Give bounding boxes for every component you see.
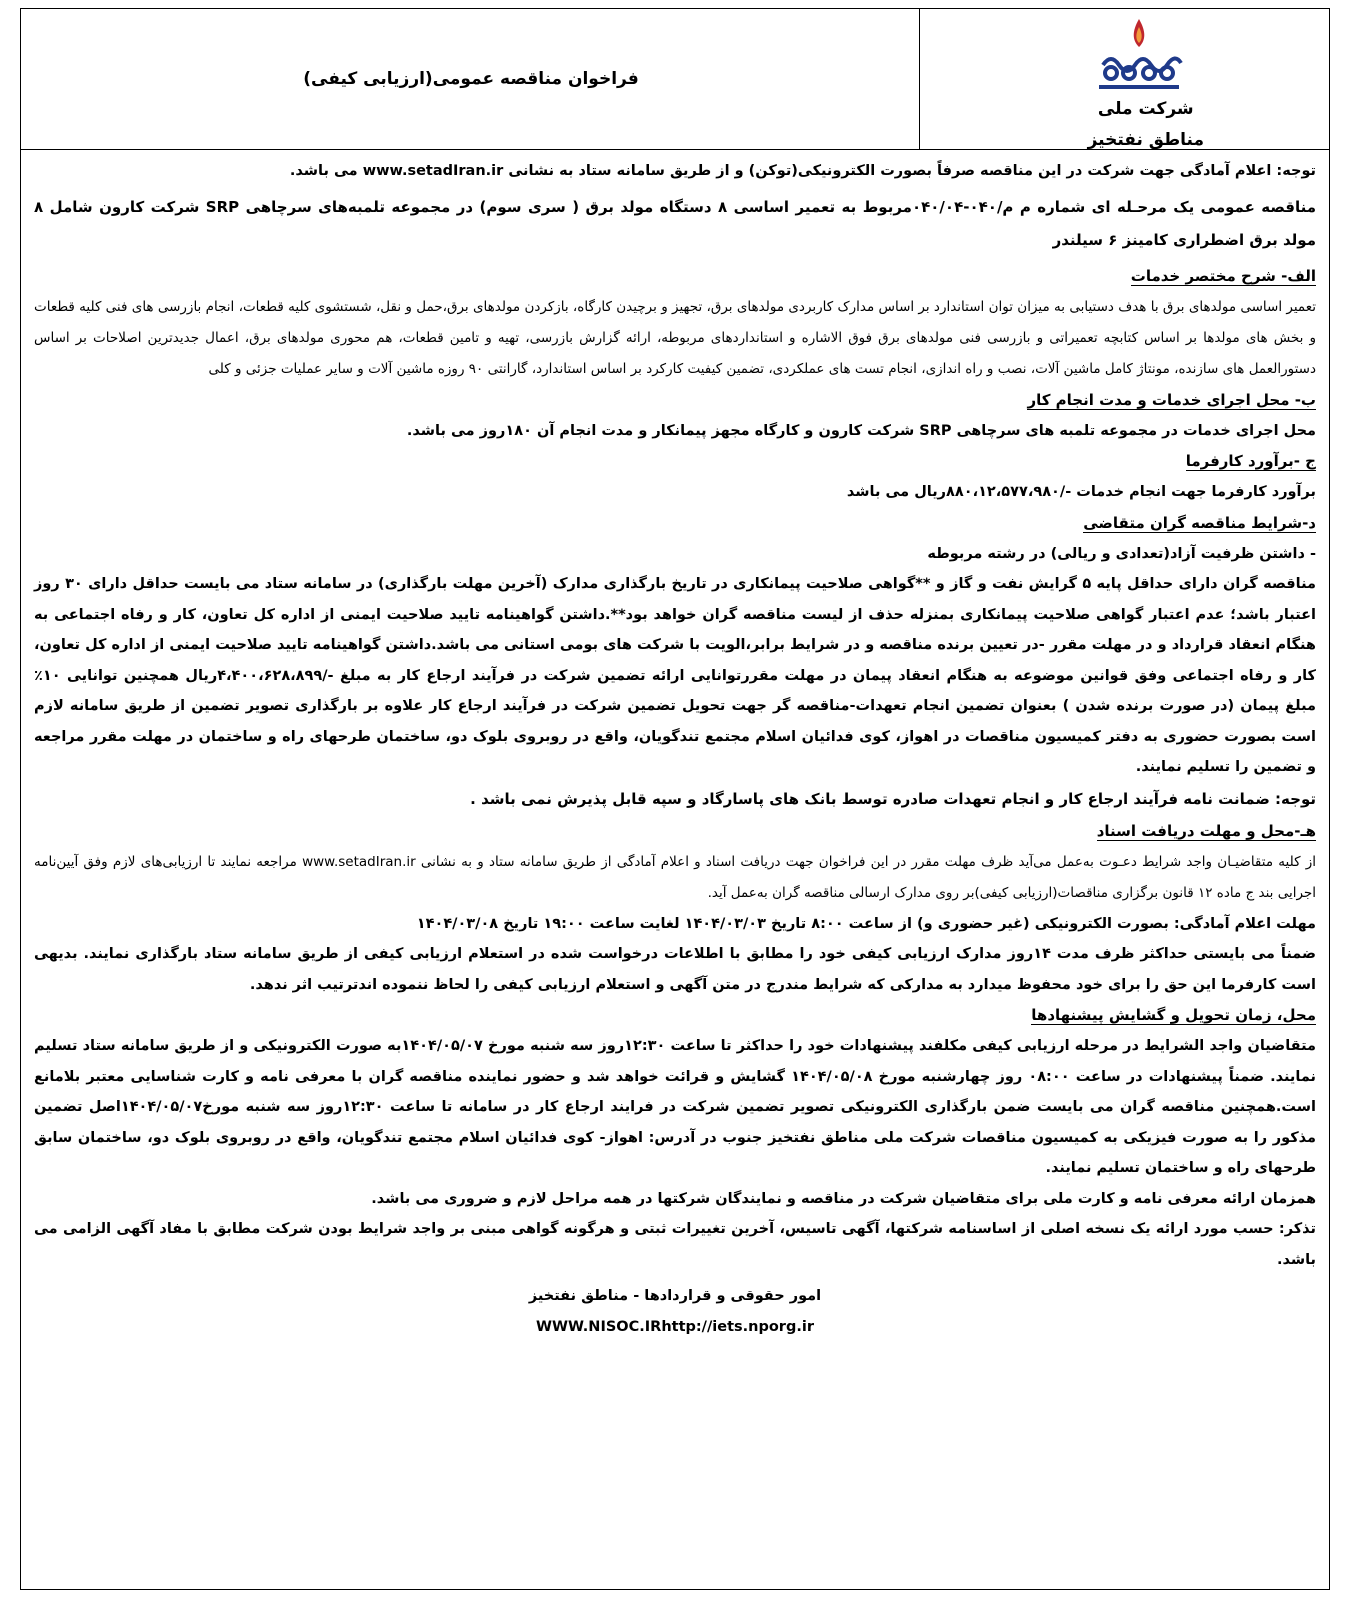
section-a-title: الف- شرح مختصر خدمات xyxy=(1130,266,1316,285)
footer-department: امور حقوقی و قراردادها - مناطق نفتخیز xyxy=(528,1288,822,1304)
nioc-flame-logo-icon xyxy=(1089,15,1189,93)
notice-title: فراخوان مناقصه عمومی(ارزیابی کیفی) xyxy=(303,69,639,89)
tender-intro: مناقصه عمومی یک مرحـله ای شماره م م/۰۴۰-۰۴۰/۰۴مربوط به تعمیر اساسی ۸ دستگاه مولد برق ( سری سوم) در مجموعه تلمبه‌های سرچاهی SRP شرکت کارون شامل ۸ مولد برق اضطراری کامینز ۶ سیلندر xyxy=(34,197,1316,249)
tender-notice-page xyxy=(20,8,1330,1590)
reminder: تذکر: حسب مورد ارائه یک نسخه اصلی از اساسنامه شرکتها، آگهی تاسیس، آخرین تغییرات ثبتی و هرگونه گواهی مبنی بر واجد شرایط بودن شرکت مطابق با مفاد آگهی الزامی می باشد. xyxy=(34,1221,1316,1268)
section-c-title: ج -برآورد کارفرما xyxy=(1185,452,1316,470)
section-e-body: از کلیه متقاضیـان واجد شرایط دعـوت به‌عمل می‌آید ظرف مهلت مقرر در این فراخوان جهت دریافت اسناد و اعلام آمادگی از طریق سامانه ستاد و به نشانی www.setadIran.ir مراجعه نمایند تا ارزیابی‌های لازم وفق آیین‌نامه اجرایی بند ج ماده ۱۲ قانون برگزاری مناقصات(ارزیابی کیفی)بر روی مدارک ارسالی مناقصه گران به‌عمل آید. xyxy=(34,853,1317,901)
section-e-extra: ضمناً می بایستی حداکثر ظرف مدت ۱۴روز مدارک ارزیابی کیفی خود را مطابق با اطلاعات درخواست شده در استعلام ارزیابی کیفی از طریق سامانه ستاد بارگذاری نمایند. بدیهی است کارفرما این حق را برای خود محفوظ میدارد به مدارکی که شرایط مندرج در متن آگهی و استعلام ارزیابی کیفی را لحاظ ننموده اندترتیب اثر ندهد. xyxy=(34,946,1316,993)
section-b-body: محل اجرای خدمات در مجموعه تلمبه های سرچاهی SRP شرکت کارون و کارگاه مجهز پیمانکار و مدت انجام آن ۱۸۰روز می باشد. xyxy=(406,422,1316,439)
section-d-body: مناقصه گران دارای حداقل پایه ۵ گرایش نفت و گاز و **گواهی صلاحیت پیمانکاری در تاریخ بارگذاری مدارک (آخرین مهلت بارگذاری) در سامانه ستاد می بایست حداقل دارای ۳۰ روز اعتبار باشد؛ عدم اعتبار گواهی صلاحیت پیمانکاری بمنزله حذف از لیست مناقصه گران خواهد بود**.داشتن گواهینامه تایید صلاحیت ایمنی از اداره کل تعاون، کار و رفاه اجتماعی به هنگام انعقاد قرارداد و در مهلت مقرر -در تعیین برنده مناقصه و در شرایط برابر،الویت با شرکت های بومی استانی می باشد.داشتن گواهینامه تایید صلاحیت ایمنی از اداره کل تعاون، کار و رفاه اجتماعی وفق قوانین موضوعه به هنگام انعقاد پیمان در مهلت مقررتوانایی ارائه تضمین شرکت در فرآیند ارجاع کار به مبلغ -/۴،۴۰۰،۶۲۸،۸۹۹ریال همچنین توانایی ۱۰٪ مبلغ پیمان (در صورت برنده شدن ) بعنوان تضمین انجام تعهدات-مناقصه گر جهت تحویل تضمین شرکت در فرآیند ارجاع کار علاوه بر بارگذاری تصویر تضمین از طریق سامانه لازم است بصورت حضوری به دفتر کمیسیون مناقصات در اهواز، کوی فدائیان اسلام مجتمع تندگویان، واقع در روبروی بلوک دو، ساختمان طرحهای راه و ساختمان در مهلت مقرر مراجعه و تضمین را تسلیم نمایند. xyxy=(34,576,1316,775)
footer-urls xyxy=(34,1312,1316,1343)
notice-guarantee: توجه: ضمانت نامه فرآیند ارجاع کار و انجام تعهدات صادره توسط بانک های پاسارگاد و سپه قابل پذیرش نمی باشد . xyxy=(470,789,1316,808)
section-d-item1: - داشتن ظرفیت آزاد(تعدادی و ریالی) در رشته مربوطه xyxy=(927,545,1316,562)
section-f-title: محل، زمان تحویل و گشایش پیشنهادها xyxy=(1031,1006,1316,1024)
company-name xyxy=(1088,94,1204,156)
section-c-body: برآورد کارفرما جهت انجام خدمات -/۸۸۰،۱۲،۵۷۷،۹۸۰ریال می باشد xyxy=(846,484,1316,500)
section-e-title: هـ-محل و مهلت دریافت اسناد xyxy=(1096,821,1316,840)
section-a-body: تعمیر اساسی مولدهای برق با هدف دستیابی به میزان توان استاندارد بر اساس مدارک کاربردی مولدهای برق، تجهیز و برچیدن کارگاه، بازکردن مولدهای برق،حمل و نقل، شستشوی کلیه قطعات، انجام بازرسی های فنی کلیه قطعات و بخش های مولدها بر اساس کتابچه تعمیراتی و بازرسی فنی مولدهای برق فوق الاشاره و استانداردهای مربوطه، ارائه گزارش بازرسی، تهیه و تامین قطعات، هم محوری مولدهای برق، اعمال جدیدترین اصلاحات بر اساس دستورالعمل های سازنده، مونتاژ کامل ماشین آلات، نصب و راه اندازی، انجام تست های عملکردی، تضمین کیفیت کارکرد بر اساس استاندارد، گارانتی ۹۰ روزه ماشین آلات و سایر عملیات جزئی و کلی xyxy=(34,298,1316,377)
notice-body xyxy=(21,150,1329,1342)
notice-header xyxy=(21,9,1329,150)
footer-urls-text: WWW.NISOC.IRhttp://iets.nporg.ir xyxy=(536,1318,814,1335)
section-f-body: متقاضیان واجد الشرایط در مرحله ارزیابی کیفی مکلفند پیشنهادات خود را حداکثر تا ساعت ۱۲:۳۰روز سه شنبه مورخ ۱۴۰۴/۰۵/۰۷به صورت الکترونیکی و از طریق سامانه ستاد تسلیم نمایند. ضمناً پیشنهادات در ساعت ۰۸:۰۰ روز چهارشنبه مورخ ۱۴۰۴/۰۵/۰۸ گشایش و قرائت خواهد شد و حضور نماینده مناقصه گران با معرفی نامه و کارت شناسایی معتبر بلامانع است.همچنین مناقصه گران می بایست ضمن بارگذاری الکترونیکی تصویر تضمین شرکت در فرایند ارجاع کار در سامانه تا ساعت ۱۲:۳۰روز سه شنبه مورخ۱۴۰۴/۰۵/۰۷اصل تضمین مذکور را به صورت فیزیکی به کمیسیون مناقصات شرکت ملی مناطق نفتخیز جنوب در آدرس: اهواز- کوی فدائیان اسلام مجتمع تندگویان، واقع در روبروی بلوک دو، ساختمان سابق طرحهای راه و ساختمان تسلیم نمایند. xyxy=(34,1038,1316,1176)
logo-cell xyxy=(919,9,1329,149)
note-id: همزمان ارائه معرفی نامه و کارت ملی برای متقاضیان شرکت در مناقصه و نمایندگان شرکتها در همه مراحل لازم و ضروری می باشد. xyxy=(371,1190,1316,1207)
company-line1: شرکت ملی xyxy=(1097,99,1194,119)
section-b-title: ب- محل اجرای خدمات و مدت انجام کار xyxy=(1027,390,1316,409)
notice-top: توجه: اعلام آمادگی جهت شرکت در این مناقصه صرفاً بصورت الکترونیکی(توکن) و از طریق سامانه ستاد به نشانی www.setadIran.ir می باشد. xyxy=(289,163,1316,179)
section-e-deadline: مهلت اعلام آمادگی: بصورت الکترونیکی (غیر حضوری و) از ساعت ۸:۰۰ تاریخ ۱۴۰۴/۰۳/۰۳ لغایت ساعت ۱۹:۰۰ تاریخ ۱۴۰۴/۰۳/۰۸ xyxy=(416,915,1316,932)
company-line2: مناطق نفتخیز xyxy=(1087,130,1204,150)
section-d-title: د-شرایط مناقصه گران متقاضی xyxy=(1083,513,1316,532)
